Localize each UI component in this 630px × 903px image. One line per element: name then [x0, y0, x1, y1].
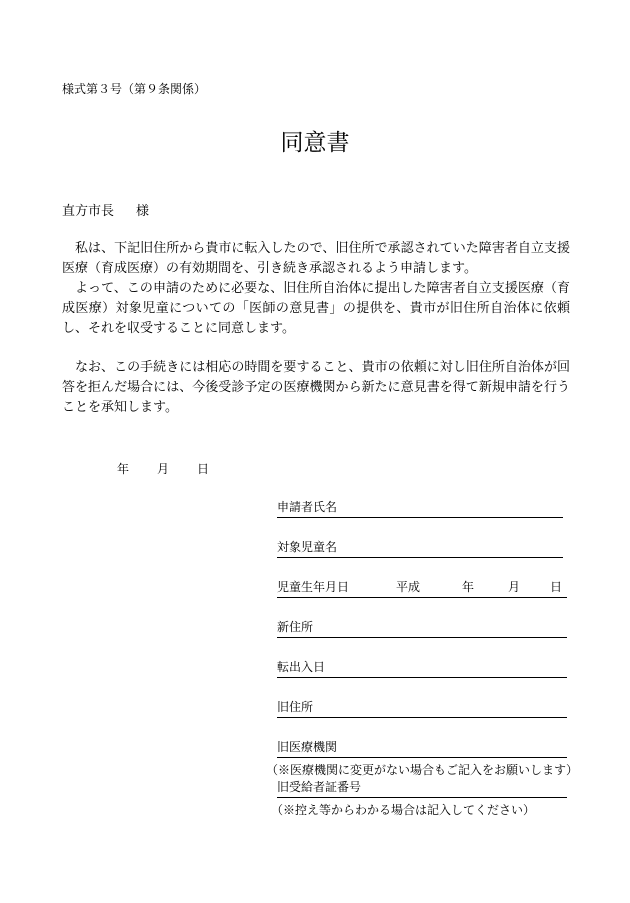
addressee — [62, 200, 149, 219]
child-birthdate-field[interactable] — [277, 579, 567, 598]
page-title: 同意書 — [280, 130, 350, 156]
move-date-label: 転出入日 — [277, 660, 326, 674]
consent-paragraph-2: よって、この申請のために必要な、旧住所自治体に提出した障害者自立支援医療（育成医療）対象児童についての「医師の意見書」の提供を、貴市が旧住所自治体に依頼し、それを収受することに同意します。 — [62, 281, 570, 336]
date-day-label: 日 — [197, 462, 210, 476]
applicant-name-label: 申請者氏名 — [277, 500, 338, 514]
addressee-name: 直方市長 — [62, 204, 115, 219]
old-medical-institution-field[interactable] — [277, 739, 567, 758]
move-date-field[interactable] — [277, 659, 567, 678]
birthdate-year: 年 — [462, 580, 475, 594]
consent-paragraph-1: 私は、下記旧住所から貴市に転入したので、旧住所で承認されていた障害者自立支援医療（育成医療）の有効期間を、引き続き承認されるよう申請します。 — [62, 241, 570, 276]
new-address-label: 新住所 — [277, 620, 314, 634]
child-name-field[interactable] — [277, 539, 563, 558]
old-address-field[interactable] — [277, 699, 567, 718]
date-year-label: 年 — [117, 462, 130, 476]
birthdate-label: 児童生年月日 — [277, 580, 350, 594]
medical-institution-note: （※医療機関に変更がない場合もご記入をお願いします） — [266, 763, 579, 777]
child-name-label: 対象児童名 — [277, 540, 338, 554]
birthdate-era: 平成 — [396, 580, 421, 594]
addressee-honorific: 様 — [136, 204, 150, 219]
consent-paragraph-3: なお、この手続きには相応の時間を要すること、貴市の依頼に対し旧住所自治体が回答を拒んだ場合には、今後受診予定の医療機関から新たに意見書を得て新規申請を行うことを承知します。 — [62, 360, 570, 415]
birthdate-day: 日 — [550, 580, 563, 594]
old-certificate-number-field[interactable] — [277, 779, 567, 798]
old-medical-institution-label: 旧医療機関 — [277, 740, 338, 754]
new-address-field[interactable] — [277, 619, 567, 638]
applicant-name-field[interactable] — [277, 499, 563, 518]
old-address-label: 旧住所 — [277, 700, 314, 714]
birthdate-month: 月 — [508, 580, 521, 594]
form-number: 様式第３号（第９条関係） — [62, 82, 207, 96]
old-certificate-number-label: 旧受給者証番号 — [277, 780, 362, 794]
date-month-label: 月 — [157, 462, 170, 476]
certificate-note: （※控え等からわかる場合は記入してください） — [271, 803, 536, 817]
